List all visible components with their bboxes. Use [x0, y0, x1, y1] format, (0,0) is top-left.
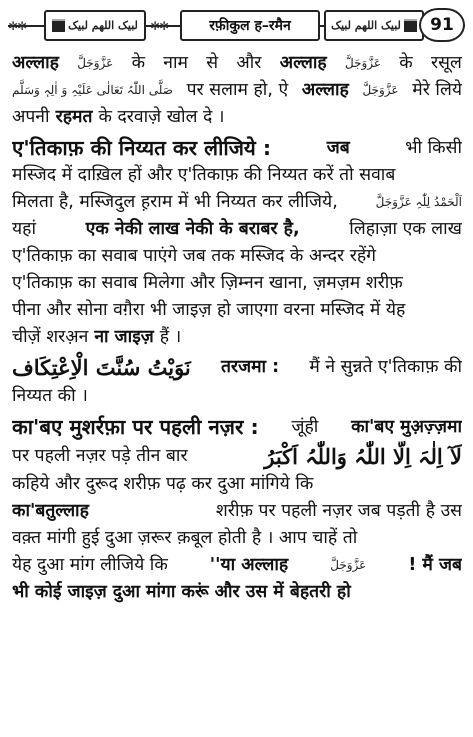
text-line: चीज़ें शरअ़न ना जाइज़ हैं । — [12, 327, 182, 347]
section-heading: का'बए मुशर्रफ़ा पर पहली नज़र : — [12, 415, 259, 439]
text-line: मस्जिद में दाख़िल हों और ए'तिकाफ़ की निय्यत करें तो सवाब — [12, 165, 396, 185]
kaaba-icon — [404, 19, 417, 32]
text-line: का'बतुल्लाह शरीफ़ पर पहली नज़र जब पड़ती है उस — [12, 501, 462, 521]
text-line: वक़्त मांगी हुई दुआ ज़रूर क़बूल होती है । आप चाहें तो — [12, 528, 358, 548]
text-line: यहां एक नेकी लाख नेकी के बराबर है, लिहाज़ा एक लाख — [12, 219, 462, 239]
ornament-left: ✲✲ — [8, 19, 27, 33]
header-right-box: لبیک اللھم لبیک — [324, 10, 424, 41]
text-line: ए'तिकाफ़ की निय्यत कर लीजिये : जब भी किसी — [12, 136, 462, 160]
text-line: मिलता है, मस्जिदुल ह़राम में भी निय्यत कर लीजिये, اَلْحَمْدُ لِلّٰہِ عَزَّوَجَلَّ — [12, 192, 462, 212]
ornament-mid-left: ✲✲ — [150, 19, 169, 33]
text-line: येह दुआ मांग लीजिये कि ''या अल्लाह عَزَّوَجَلَّ ! मैं जब — [12, 555, 462, 575]
text-line: अल्लाह عَزَّوَجَلَّ के नाम से और अल्लाह عَزَّوَجَلَّ के रसूल — [12, 53, 462, 73]
header-left-box: لبیک اللھم لبیک — [44, 10, 146, 41]
text-line: نَوَیْتُ سُنَّتَ الْاِعْتِکَاف तरजमा : मैं ने सुन्नते ए'तिकाफ़ की — [12, 354, 462, 380]
text-line: निय्यत की । — [12, 386, 88, 406]
page-number: 91 — [419, 8, 465, 42]
page-body — [12, 50, 462, 606]
text-line: का'बए मुशर्रफ़ा पर पहली नज़र : जूंही का'बए मुअ़ज़्ज़मा — [12, 415, 462, 439]
text-line: कहिये और दुरूद शरीफ़ पढ़ कर दुआ मांगिये कि — [12, 474, 314, 494]
text-line: भी कोई जाइज़ दुआ मांगा करूं और उस में बेहतरी हो — [12, 582, 351, 602]
section-heading: ए'तिकाफ़ की निय्यत कर लीजिये : — [12, 136, 272, 160]
kaaba-icon — [52, 19, 65, 32]
text-line: अपनी रहमत के दरवाज़े खोल दे । — [12, 107, 225, 127]
header-title-box — [180, 10, 320, 41]
text-line: पर पहली नज़र पड़े तीन बार لَآ اِلٰہَ اِلَّا اللّٰہُ وَاللّٰہُ اَکْبَرُ — [12, 443, 462, 469]
text-line: صَلَّی اللّٰہُ تَعَالٰی عَلَیْہِ وَ اٰلِہٖ وَسَلَّم पर सलाम हो, ऐ अल्लाह عَزَّوَجَلَّ मेरे लिये — [12, 80, 462, 100]
text-line: पीना और सोना वग़ैरा भी जाइज़ हो जाएगा वरना मस्जिद में येह — [12, 300, 406, 320]
header-title: रफ़ीकुल ह–रमैन — [209, 18, 291, 34]
text-line: ए'तिकाफ़ का सवाब मिलेगा और ज़िम्नन खाना, ज़मज़म शरीफ़ — [12, 273, 403, 293]
page-header — [8, 6, 465, 46]
text-line: ए'तिकाफ़ का सवाब पाएंगे जब तक मस्जिद के अन्दर रहेंगे — [12, 246, 377, 266]
